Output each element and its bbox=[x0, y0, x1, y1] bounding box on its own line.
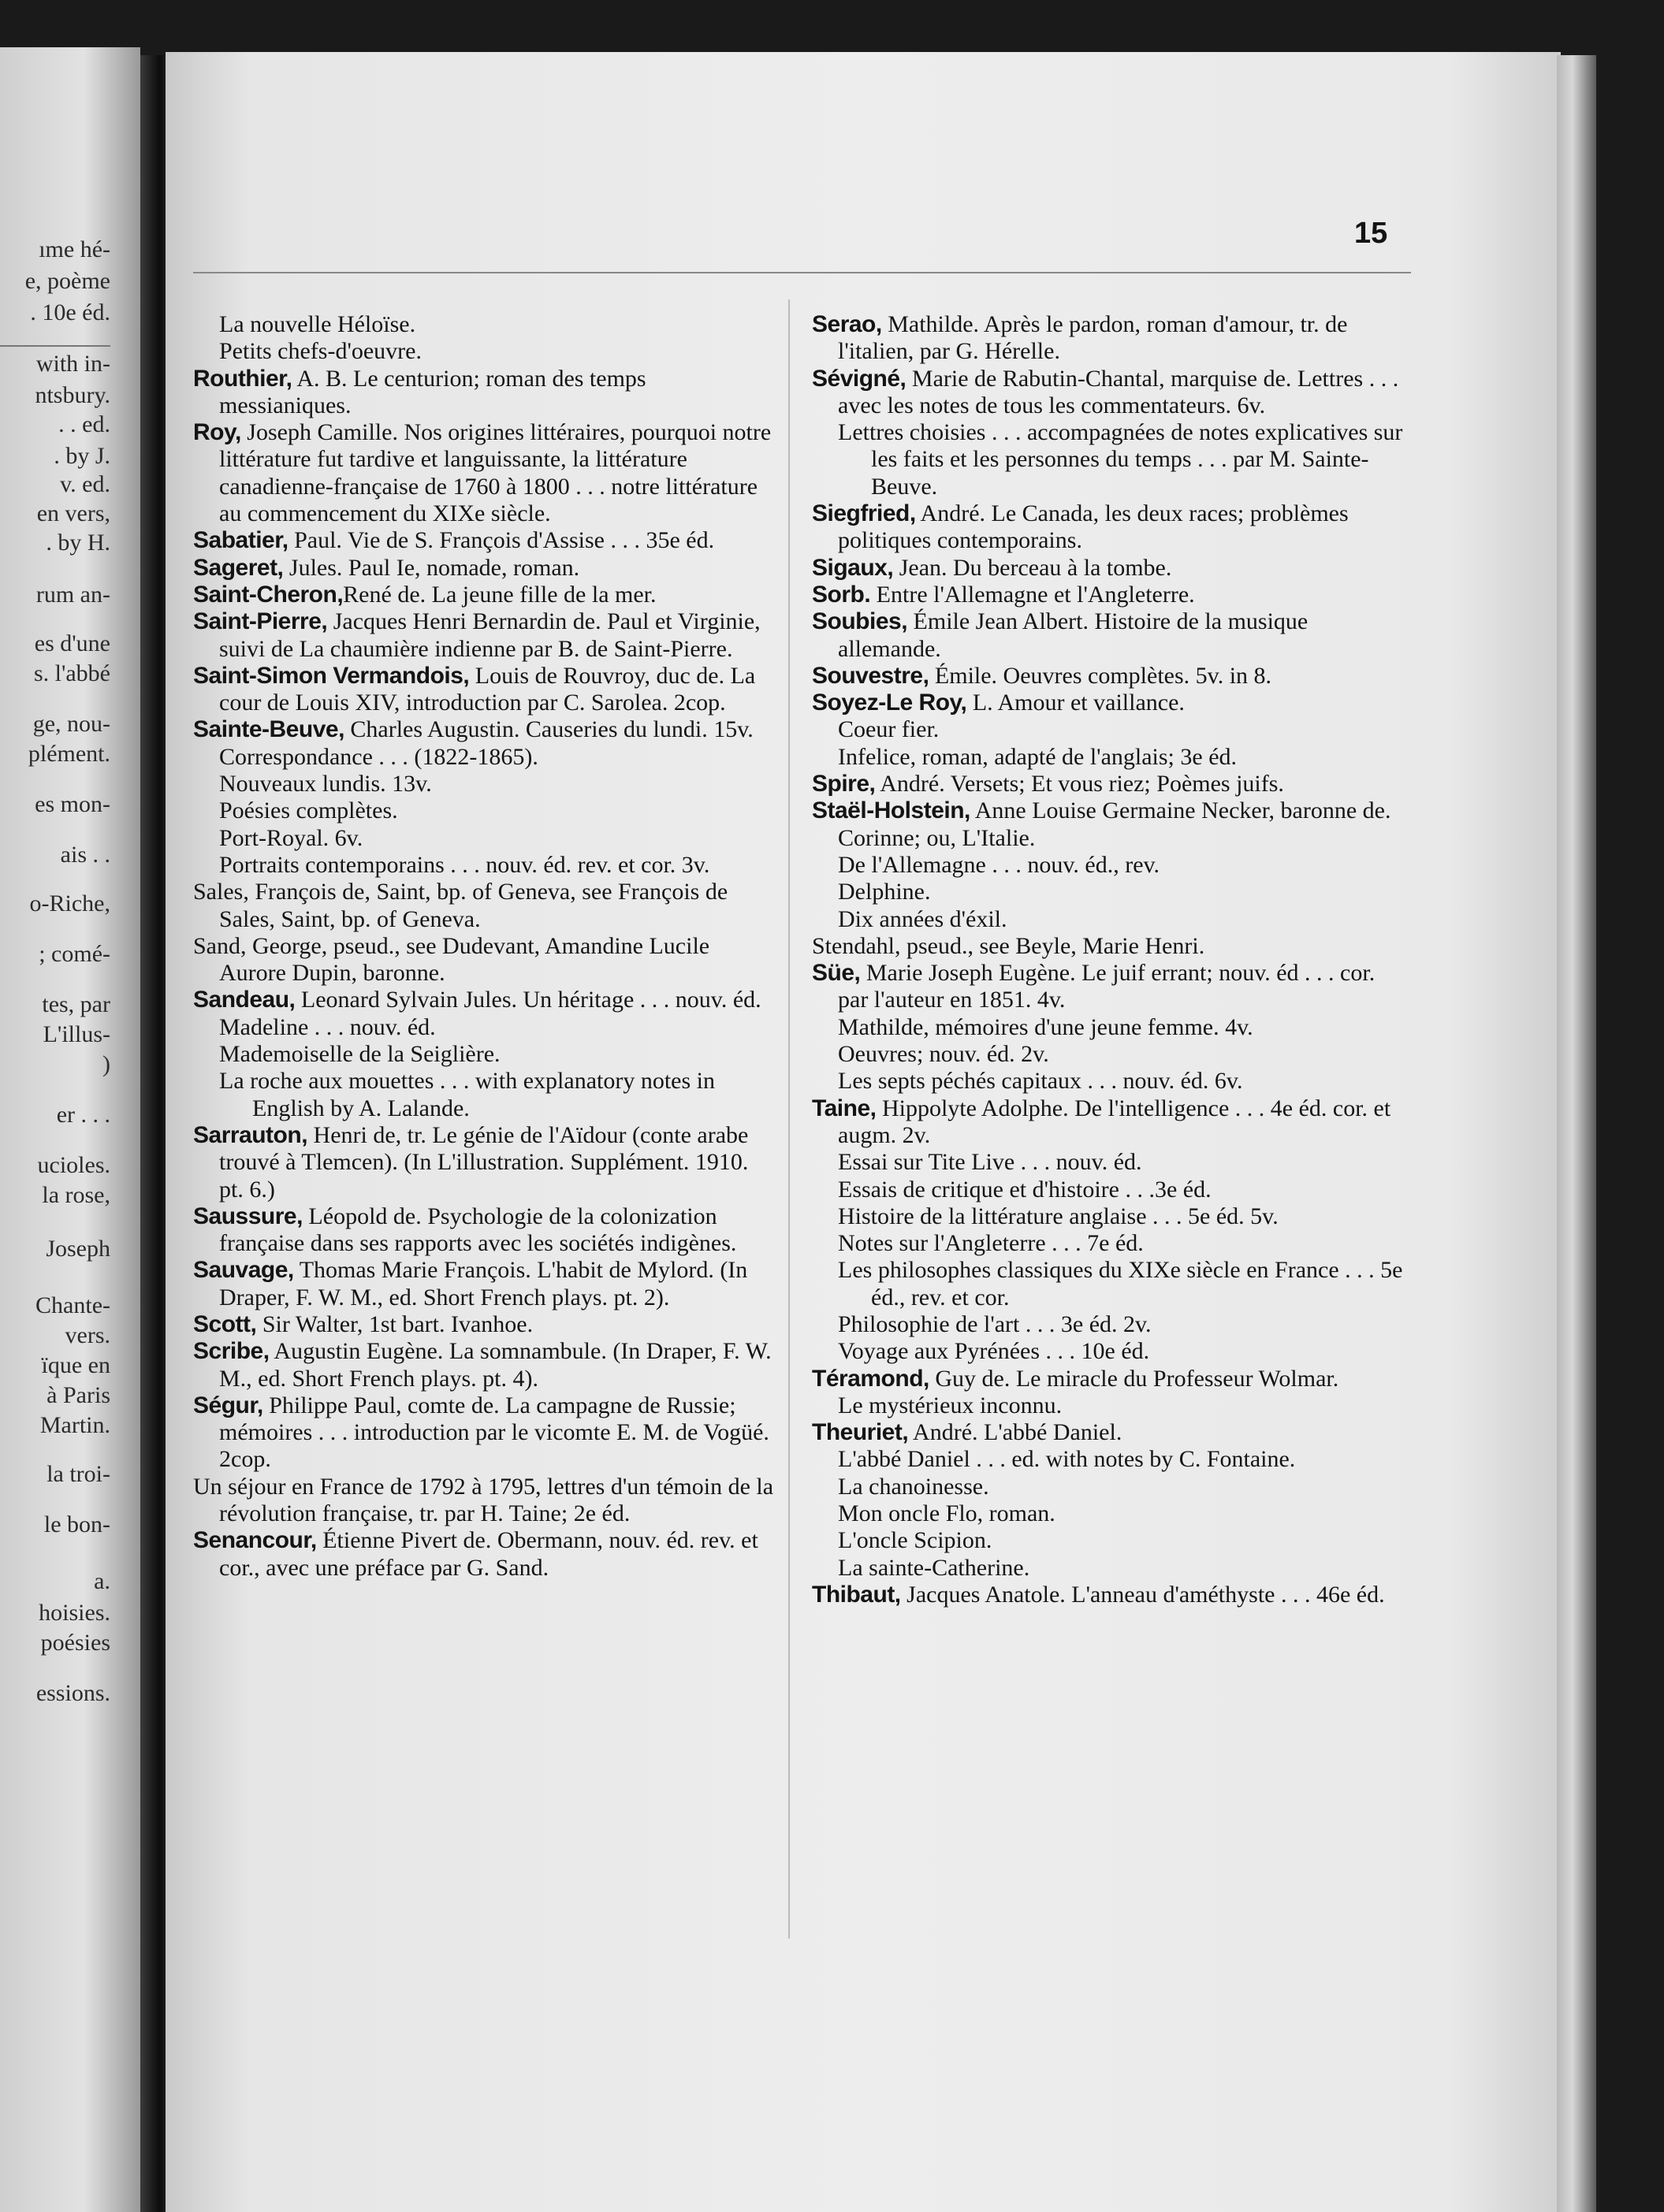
bibliography-entry bbox=[193, 419, 776, 527]
left-page-text-fragment: la troi- bbox=[47, 1461, 110, 1487]
left-page-text-fragment: with in- bbox=[35, 351, 110, 377]
entry-heading: Soyez-Le Roy, bbox=[812, 690, 967, 716]
entry-heading: Senancour, bbox=[193, 1527, 317, 1554]
entry-text: Augustin Eugène. La somnambule. (In Draper, F. W. M., ed. Short French plays. pt. 4). bbox=[219, 1338, 772, 1392]
left-page-text-fragment: v. ed. bbox=[60, 471, 110, 497]
bibliography-subentry bbox=[812, 1338, 1407, 1365]
bibliography-subentry bbox=[812, 744, 1407, 771]
bibliography-entry bbox=[193, 527, 776, 554]
bibliography-subentry bbox=[193, 1014, 776, 1041]
entry-text: Marie Joseph Eugène. Le juif errant; nouv. éd . . . cor. par l'auteur en 1851. 4v. bbox=[838, 960, 1375, 1013]
entry-heading: Ségur, bbox=[193, 1392, 263, 1418]
entry-text: L. Amour et vaillance. bbox=[966, 690, 1185, 716]
entry-text: Philippe Paul, comte de. La campagne de Russie; mémoires . . . introduction par le vicomte E. M. de Vogüé. 2cop. bbox=[219, 1392, 769, 1473]
entry-text: Émile Jean Albert. Histoire de la musique allemande. bbox=[838, 608, 1308, 662]
bibliography-subentry bbox=[193, 1474, 776, 1528]
entry-text: Mademoiselle de la Seiglière. bbox=[219, 1041, 501, 1068]
left-column bbox=[193, 311, 776, 1582]
entry-text: Voyage aux Pyrénées . . . 10e éd. bbox=[838, 1338, 1150, 1365]
bibliography-subentry bbox=[812, 1203, 1407, 1230]
header-rule bbox=[193, 272, 1411, 273]
entry-text: Nouveaux lundis. 13v. bbox=[219, 771, 432, 797]
entry-text: Étienne Pivert de. Obermann, nouv. éd. rev. et cor., avec une préface par G. Sand. bbox=[219, 1527, 758, 1581]
bibliography-entry bbox=[193, 716, 776, 743]
bibliography-subentry bbox=[812, 933, 1407, 960]
entry-heading: Sauvage, bbox=[193, 1257, 294, 1284]
left-page-text-fragment: es mon- bbox=[35, 791, 110, 817]
entry-heading: Souvestre, bbox=[812, 662, 929, 689]
left-page-text-fragment: tes, par bbox=[42, 991, 110, 1017]
bibliography-subentry bbox=[812, 1500, 1407, 1527]
left-page-text-fragment: la rose, bbox=[42, 1182, 110, 1208]
bibliography-entry bbox=[812, 500, 1407, 555]
entry-heading: Süe, bbox=[812, 960, 861, 987]
bibliography-subentry bbox=[812, 1177, 1407, 1203]
entry-text: Poésies complètes. bbox=[219, 797, 398, 824]
left-page-text-fragment: er . . . bbox=[56, 1102, 110, 1128]
entry-text: Portraits contemporains . . . nouv. éd. rev. et cor. 3v. bbox=[219, 851, 710, 878]
bibliography-subentry bbox=[193, 879, 776, 933]
left-page-text-fragment: s. l'abbé bbox=[33, 660, 110, 686]
left-page-text-fragment: ıme hé- bbox=[39, 236, 110, 262]
entry-text: Les septs péchés capitaux . . . nouv. éd. 6v. bbox=[838, 1068, 1243, 1095]
bibliography-entry bbox=[193, 1203, 776, 1258]
bibliography-subentry bbox=[193, 1068, 776, 1122]
entry-text: André. Versets; Et vous riez; Poèmes juifs. bbox=[875, 771, 1284, 797]
entry-heading: Siegfried, bbox=[812, 500, 916, 527]
entry-text: Notes sur l'Angleterre . . . 7e éd. bbox=[838, 1230, 1144, 1257]
left-page-text-fragment: e, poème bbox=[24, 268, 110, 294]
bibliography-subentry bbox=[812, 1014, 1407, 1041]
entry-text: Hippolyte Adolphe. De l'intelligence . . . 4e éd. cor. et augm. 2v. bbox=[838, 1095, 1391, 1148]
entry-text: Leonard Sylvain Jules. Un héritage . . . nouv. éd. bbox=[295, 987, 761, 1013]
entry-text: Correspondance . . . (1822-1865). bbox=[219, 743, 538, 770]
bibliography-entry bbox=[193, 663, 776, 717]
entry-heading: Sarrauton, bbox=[193, 1121, 308, 1148]
bibliography-subentry bbox=[193, 852, 776, 879]
entry-heading: Theuriet, bbox=[812, 1419, 909, 1446]
bibliography-subentry bbox=[193, 338, 776, 365]
entry-text: Jean. Du berceau à la tombe. bbox=[893, 554, 1172, 581]
entry-heading: Staël-Holstein, bbox=[812, 797, 970, 824]
bibliography-entry bbox=[812, 366, 1407, 420]
left-page-text-fragment: ) bbox=[102, 1051, 110, 1077]
left-page-text-fragment: rum an- bbox=[35, 582, 110, 608]
entry-text: L'oncle Scipion. bbox=[838, 1527, 992, 1554]
bibliography-entry bbox=[193, 1311, 776, 1338]
bibliography-subentry bbox=[812, 1474, 1407, 1500]
entry-text: Histoire de la littérature anglaise . . . 5e éd. 5v. bbox=[838, 1203, 1279, 1229]
bibliography-subentry bbox=[812, 1311, 1407, 1338]
left-page-text-fragment: L'illus- bbox=[43, 1021, 110, 1047]
bibliography-subentry bbox=[812, 852, 1407, 879]
bibliography-entry bbox=[193, 555, 776, 582]
left-page-fragment bbox=[0, 47, 140, 2212]
entry-text: Sales, François de, Saint, bp. of Geneva, see François de Sales, Saint, bp. of Geneva. bbox=[193, 879, 728, 932]
entry-text: André. Le Canada, les deux races; problèmes politiques contemporains. bbox=[838, 500, 1349, 554]
left-page-text-fragment: o-Riche, bbox=[29, 890, 110, 916]
bibliography-entry bbox=[812, 771, 1407, 797]
left-page-text-fragment: essions. bbox=[35, 1680, 110, 1706]
bibliography-entry bbox=[193, 987, 776, 1013]
left-page-text-fragment: ge, nou- bbox=[32, 711, 110, 737]
left-page-text-fragment: en vers, bbox=[36, 500, 110, 526]
bibliography-subentry bbox=[812, 1257, 1407, 1311]
bibliography-subentry bbox=[193, 771, 776, 797]
entry-text: Delphine. bbox=[838, 879, 931, 905]
left-page-text-fragment: Joseph bbox=[46, 1236, 110, 1262]
bibliography-subentry bbox=[812, 716, 1407, 743]
bibliography-subentry bbox=[193, 311, 776, 338]
page-number: 15 bbox=[1354, 217, 1388, 250]
bibliography-entry bbox=[193, 1527, 776, 1582]
entry-text: Joseph Camille. Nos origines littéraires, pourquoi notre littérature fut tardive et languissante, la littérature canadienne-française de 1760 à 1800 . . . notre littérature au commencement du XIXe siècle. bbox=[219, 419, 772, 527]
entry-text: L'abbé Daniel . . . ed. with notes by C. Fontaine. bbox=[838, 1446, 1296, 1473]
entry-text: Anne Louise Germaine Necker, baronne de. Corinne; ou, L'Italie. bbox=[838, 797, 1391, 851]
entry-text: Charles Augustin. Causeries du lundi. 15v. bbox=[344, 716, 754, 743]
bibliography-subentry bbox=[193, 1041, 776, 1068]
entry-text: Sir Walter, 1st bart. Ivanhoe. bbox=[256, 1310, 534, 1337]
bibliography-entry bbox=[193, 608, 776, 663]
left-page-text-fragment: es d'une bbox=[34, 630, 110, 656]
entry-text: La nouvelle Héloïse. bbox=[219, 311, 416, 337]
right-column bbox=[812, 311, 1407, 1608]
bibliography-entry bbox=[193, 1122, 776, 1203]
entry-text: La chanoinesse. bbox=[838, 1473, 989, 1500]
bibliography-entry bbox=[812, 1419, 1407, 1446]
entry-text: Coeur fier. bbox=[838, 716, 940, 743]
entry-text: André. L'abbé Daniel. bbox=[908, 1419, 1122, 1446]
bibliography-entry bbox=[812, 1366, 1407, 1392]
bibliography-entry bbox=[812, 690, 1407, 716]
entry-heading: Sandeau, bbox=[193, 987, 296, 1013]
entry-heading: Spire, bbox=[812, 771, 876, 797]
entry-heading: Routhier, bbox=[193, 365, 292, 392]
entry-heading: Thibaut, bbox=[812, 1581, 901, 1608]
entry-heading: Saussure, bbox=[193, 1203, 303, 1229]
left-page-text-fragment: poésies bbox=[40, 1630, 110, 1656]
entry-text: Petits chefs-d'oeuvre. bbox=[219, 338, 422, 365]
entry-text: Philosophie de l'art . . . 3e éd. 2v. bbox=[838, 1310, 1152, 1337]
entry-text: Port-Royal. 6v. bbox=[219, 824, 363, 851]
bibliography-subentry bbox=[812, 1527, 1407, 1554]
entry-heading: Sorb. bbox=[812, 581, 871, 608]
entry-heading: Sabatier, bbox=[193, 527, 289, 554]
entry-heading: Soubies, bbox=[812, 608, 908, 635]
entry-text: Léopold de. Psychologie de la colonization française dans ses rapports avec les sociétés indigènes. bbox=[219, 1203, 737, 1257]
bibliography-entry bbox=[812, 582, 1407, 608]
bibliography-subentry bbox=[812, 1149, 1407, 1176]
left-page-text-fragment: à Paris bbox=[47, 1382, 110, 1408]
entry-heading: Sévigné, bbox=[812, 365, 906, 392]
column-divider bbox=[788, 299, 790, 1939]
bibliography-subentry bbox=[193, 797, 776, 824]
bibliography-entry bbox=[812, 608, 1407, 663]
left-page-text-fragment: plément. bbox=[28, 741, 110, 767]
left-page-text-fragment: vers. bbox=[65, 1322, 110, 1348]
bibliography-subentry bbox=[812, 419, 1407, 500]
entry-text: Oeuvres; nouv. éd. 2v. bbox=[838, 1041, 1049, 1068]
bibliography-entry bbox=[812, 311, 1407, 366]
left-page-text-fragment: ; comé- bbox=[39, 941, 110, 967]
left-page-text-fragment: ntsbury. bbox=[35, 382, 110, 408]
entry-text: Jules. Paul Ie, nomade, roman. bbox=[283, 554, 580, 581]
bibliography-entry bbox=[812, 797, 1407, 852]
entry-heading: Sageret, bbox=[193, 554, 284, 581]
entry-heading: Sainte-Beuve, bbox=[193, 716, 344, 743]
entry-text: Thomas Marie François. L'habit de Mylord. (In Draper, F. W. M., ed. Short French plays. pt. 2). bbox=[219, 1257, 748, 1310]
bibliography-entry bbox=[193, 582, 776, 608]
bibliography-subentry bbox=[812, 1230, 1407, 1257]
entry-heading: Taine, bbox=[812, 1095, 877, 1121]
bibliography-entry bbox=[193, 366, 776, 420]
entry-heading: Scribe, bbox=[193, 1338, 270, 1365]
left-page-rule bbox=[0, 345, 110, 347]
entry-text: Marie de Rabutin-Chantal, marquise de. Lettres . . . avec les notes de tous les commentateurs. 6v. bbox=[838, 365, 1399, 418]
bibliography-subentry bbox=[812, 1392, 1407, 1419]
entry-heading: Roy, bbox=[193, 419, 241, 446]
entry-text: Jacques Anatole. L'anneau d'améthyste . . . 46e éd. bbox=[900, 1581, 1385, 1608]
left-page-text-fragment: ïque en bbox=[41, 1352, 110, 1378]
left-page-text-fragment: le bon- bbox=[43, 1511, 110, 1537]
bibliography-entry bbox=[193, 1338, 776, 1392]
bibliography-entry bbox=[812, 960, 1407, 1014]
entry-text: Mon oncle Flo, roman. bbox=[838, 1500, 1055, 1527]
page-edge bbox=[1557, 55, 1596, 2212]
bibliography-subentry bbox=[812, 1555, 1407, 1582]
entry-text: La sainte-Catherine. bbox=[838, 1554, 1030, 1581]
left-page-text-fragment: ucioles. bbox=[37, 1152, 110, 1178]
entry-heading: Scott, bbox=[193, 1310, 257, 1337]
bibliography-entry bbox=[193, 1392, 776, 1474]
entry-text: Louis de Rouvroy, duc de. La cour de Louis XIV, introduction par C. Sarolea. 2cop. bbox=[219, 662, 756, 716]
left-page-text-fragment: . by J. bbox=[54, 443, 110, 469]
entry-text: La roche aux mouettes . . . with explanatory notes in English by A. Lalande. bbox=[219, 1068, 715, 1121]
bibliography-subentry bbox=[812, 1446, 1407, 1473]
entry-text: Infelice, roman, adapté de l'anglais; 3e éd. bbox=[838, 743, 1238, 770]
left-page-text-fragment: ais . . bbox=[60, 842, 110, 868]
left-page-text-fragment: Martin. bbox=[39, 1412, 110, 1438]
bibliography-subentry bbox=[193, 825, 776, 852]
bibliography-entry bbox=[812, 1095, 1407, 1150]
left-page-text-fragment: . by H. bbox=[46, 530, 110, 556]
entry-text: Un séjour en France de 1792 à 1795, lettres d'un témoin de la révolution française, tr. par H. Taine; 2e éd. bbox=[193, 1473, 774, 1527]
bibliography-entry bbox=[812, 555, 1407, 582]
bibliography-subentry bbox=[812, 906, 1407, 933]
bibliography-subentry bbox=[193, 744, 776, 771]
bibliography-entry bbox=[812, 663, 1407, 690]
entry-heading: Saint-Pierre, bbox=[193, 608, 328, 635]
entry-heading: Saint-Cheron, bbox=[193, 581, 344, 608]
left-page-text-fragment: hoisies. bbox=[39, 1600, 110, 1626]
entry-heading: Sigaux, bbox=[812, 554, 894, 581]
bibliography-subentry bbox=[812, 879, 1407, 905]
entry-text: Le mystérieux inconnu. bbox=[838, 1392, 1063, 1418]
entry-heading: Téramond, bbox=[812, 1365, 929, 1392]
entry-text: Madeline . . . nouv. éd. bbox=[219, 1013, 436, 1040]
bibliography-subentry bbox=[812, 1068, 1407, 1095]
entry-text: Stendahl, pseud., see Beyle, Marie Henri. bbox=[812, 932, 1205, 959]
bibliography-subentry bbox=[193, 933, 776, 987]
entry-text: Essai sur Tite Live . . . nouv. éd. bbox=[838, 1149, 1142, 1176]
entry-heading: Saint-Simon Vermandois, bbox=[193, 662, 470, 689]
left-page-text-fragment: a. bbox=[94, 1568, 110, 1594]
entry-text: Jacques Henri Bernardin de. Paul et Virginie, suivi de La chaumière indienne par B. de Saint-Pierre. bbox=[219, 608, 761, 662]
entry-text: Entre l'Allemagne et l'Angleterre. bbox=[870, 581, 1195, 608]
entry-text: Paul. Vie de S. François d'Assise . . . 35e éd. bbox=[288, 527, 715, 554]
entry-text: Les philosophes classiques du XIXe siècle en France . . . 5e éd., rev. et cor. bbox=[838, 1257, 1403, 1310]
bibliography-entry bbox=[193, 1257, 776, 1311]
entry-text: De l'Allemagne . . . nouv. éd., rev. bbox=[838, 851, 1160, 878]
bibliography-subentry bbox=[812, 1041, 1407, 1068]
left-page-text-fragment: . . ed. bbox=[58, 411, 110, 437]
entry-text: Mathilde, mémoires d'une jeune femme. 4v. bbox=[838, 1013, 1253, 1040]
entry-text: Henri de, tr. Le génie de l'Aïdour (conte arabe trouvé à Tlemcen). (In L'illustration. Supplément. 1910. pt. 6.) bbox=[219, 1121, 749, 1203]
bibliography-entry bbox=[812, 1582, 1407, 1608]
entry-text: Lettres choisies . . . accompagnées de notes explicatives sur les faits et les personnes du temps . . . par M. Sainte-Beuve. bbox=[838, 419, 1403, 500]
entry-text: A. B. Le centurion; roman des temps messianiques. bbox=[219, 365, 646, 418]
entry-heading: Serao, bbox=[812, 311, 882, 337]
left-page-text-fragment: . 10e éd. bbox=[30, 299, 110, 325]
entry-text: Guy de. Le miracle du Professeur Wolmar. bbox=[929, 1365, 1339, 1392]
entry-text: Sand, George, pseud., see Dudevant, Amandine Lucile Aurore Dupin, baronne. bbox=[193, 932, 710, 987]
entry-text: René de. La jeune fille de la mer. bbox=[343, 581, 657, 608]
left-page-text-fragment: Chante- bbox=[35, 1292, 110, 1318]
entry-text: Dix années d'éxil. bbox=[838, 905, 1007, 932]
entry-text: Émile. Oeuvres complètes. 5v. in 8. bbox=[929, 662, 1272, 689]
entry-text: Mathilde. Après le pardon, roman d'amour, tr. de l'italien, par G. Hérelle. bbox=[838, 311, 1348, 365]
entry-text: Essais de critique et d'histoire . . .3e éd. bbox=[838, 1176, 1212, 1203]
